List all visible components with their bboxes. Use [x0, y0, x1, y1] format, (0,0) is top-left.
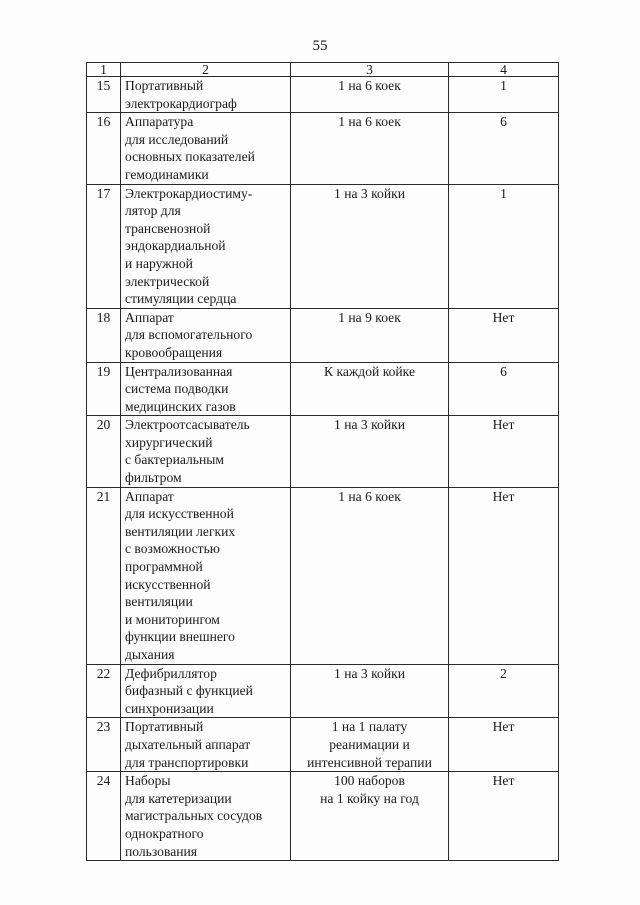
equipment-quantity-norm: 1 на 3 койки: [291, 664, 449, 718]
equipment-name: Аппарат для вспомогательного кровообращения: [121, 308, 291, 362]
row-number: 21: [87, 487, 121, 664]
equipment-actual: Нет: [449, 416, 559, 487]
header-col-4: 4: [449, 63, 559, 77]
table-row: [87, 772, 559, 861]
row-number: 18: [87, 308, 121, 362]
row-number: 24: [87, 772, 121, 861]
row-number: 23: [87, 718, 121, 772]
equipment-name: Портативный электрокардиограф: [121, 77, 291, 113]
header-col-1: 1: [87, 63, 121, 77]
equipment-actual: 2: [449, 664, 559, 718]
table-row: [87, 664, 559, 718]
row-number: 15: [87, 77, 121, 113]
equipment-quantity-norm: 1 на 3 койки: [291, 416, 449, 487]
equipment-table: [86, 62, 559, 861]
equipment-actual: Нет: [449, 718, 559, 772]
equipment-name: Централизованная система подводки медицинских газов: [121, 362, 291, 416]
equipment-actual: Нет: [449, 772, 559, 861]
table-row: [87, 362, 559, 416]
table-row: [87, 113, 559, 184]
equipment-actual: 6: [449, 362, 559, 416]
header-col-3: 3: [291, 63, 449, 77]
table-row: [87, 184, 559, 308]
header-row: [87, 63, 559, 77]
equipment-name: Электроотсасыватель хирургический с бактериальным фильтром: [121, 416, 291, 487]
equipment-name: Наборы для катетеризации магистральных сосудов однократного пользования: [121, 772, 291, 861]
equipment-name: Портативный дыхательный аппарат для транспортировки: [121, 718, 291, 772]
equipment-quantity-norm: 1 на 9 коек: [291, 308, 449, 362]
equipment-quantity-norm: 1 на 1 палату реанимации и интенсивной терапии: [291, 718, 449, 772]
equipment-actual: 1: [449, 77, 559, 113]
equipment-actual: 6: [449, 113, 559, 184]
equipment-actual: Нет: [449, 487, 559, 664]
equipment-quantity-norm: К каждой койке: [291, 362, 449, 416]
page-number: 55: [312, 38, 328, 54]
equipment-quantity-norm: 1 на 6 коек: [291, 113, 449, 184]
table-row: [87, 718, 559, 772]
table-row: [87, 77, 559, 113]
equipment-actual: Нет: [449, 308, 559, 362]
equipment-quantity-norm: 1 на 6 коек: [291, 77, 449, 113]
table-row: [87, 416, 559, 487]
row-number: 17: [87, 184, 121, 308]
row-number: 20: [87, 416, 121, 487]
header-col-2: 2: [121, 63, 291, 77]
equipment-name: Электрокардиостиму- лятор для трансвенозной эндокардиальной и наружной электрической стимуляции сердца: [121, 184, 291, 308]
equipment-actual: 1: [449, 184, 559, 308]
equipment-name: Аппаратура для исследований основных показателей гемодинамики: [121, 113, 291, 184]
equipment-quantity-norm: 1 на 6 коек: [291, 487, 449, 664]
table-row: [87, 308, 559, 362]
equipment-name: Дефибриллятор бифазный с функцией синхронизации: [121, 664, 291, 718]
table-row: [87, 487, 559, 664]
row-number: 16: [87, 113, 121, 184]
equipment-quantity-norm: 100 наборов на 1 койку на год: [291, 772, 449, 861]
equipment-name: Аппарат для искусственной вентиляции легких с возможностью программной искусственной вентиляции и мониторингом функции внешнего дыхания: [121, 487, 291, 664]
equipment-quantity-norm: 1 на 3 койки: [291, 184, 449, 308]
equipment-table-body: [87, 63, 559, 861]
row-number: 22: [87, 664, 121, 718]
row-number: 19: [87, 362, 121, 416]
